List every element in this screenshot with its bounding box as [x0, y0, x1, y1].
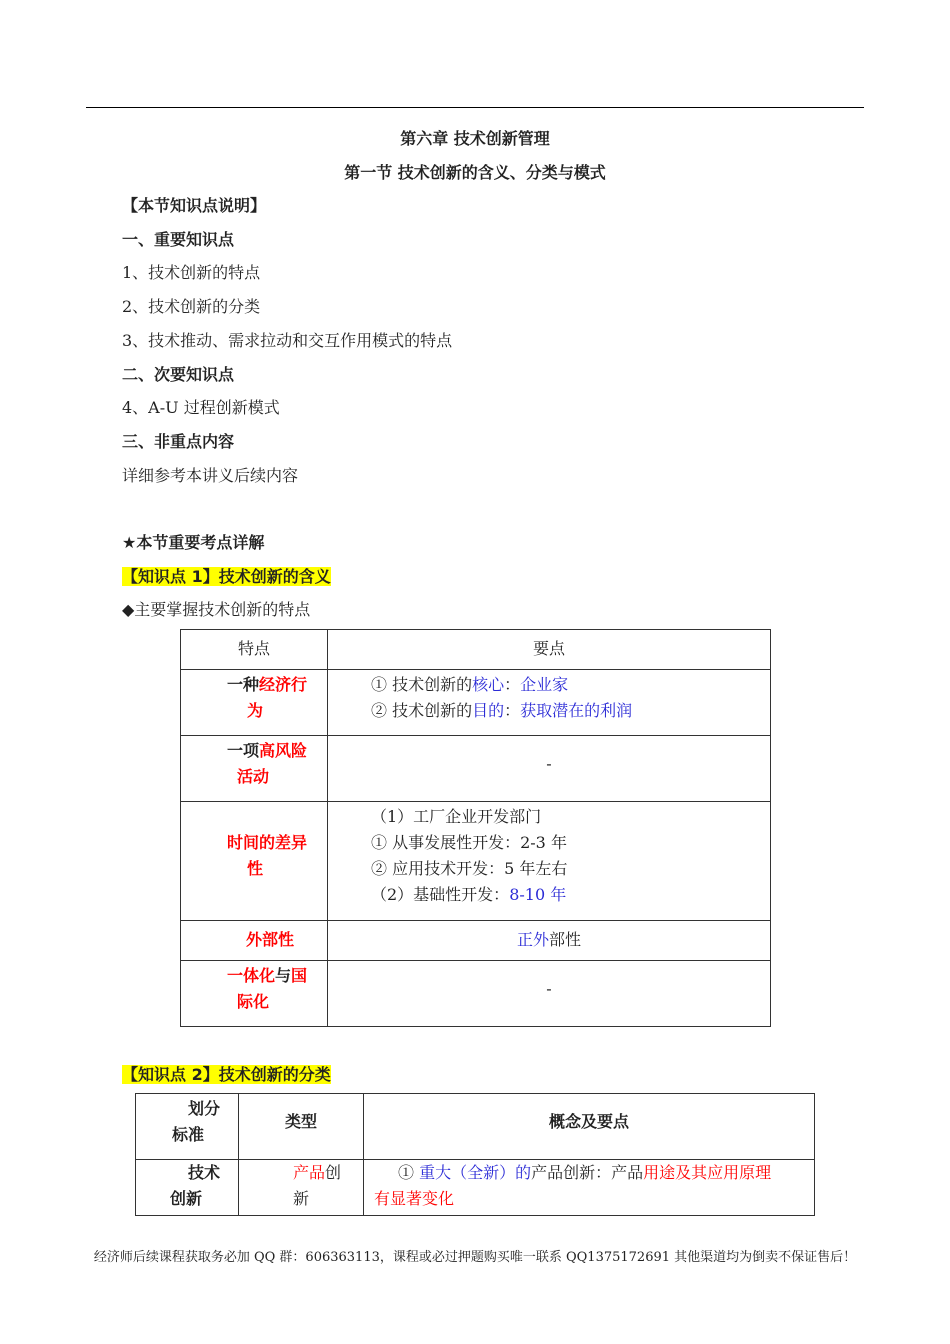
- minor-text: 详细参考本讲义后续内容: [122, 466, 299, 485]
- important-heading: 一、重要知识点: [122, 230, 235, 249]
- table-row: [136, 1160, 815, 1216]
- classification-table: [135, 1093, 815, 1216]
- table-row: [181, 961, 771, 1027]
- chapter-title: 第六章 技术创新管理: [400, 129, 550, 148]
- kp2-title: [122, 1062, 331, 1085]
- kp1-title: [122, 564, 331, 587]
- important-item-2: 2、技术创新的分类: [122, 297, 261, 316]
- feature-cell: 时间的差异 性: [181, 802, 328, 921]
- concept-cell: ① 重大（全新）的产品创新：产品用途及其应用原理 有显著变化: [364, 1160, 815, 1216]
- notes-heading: 【本节知识点说明】: [122, 196, 267, 215]
- kp2-title-text: 【知识点 2】技术创新的分类: [122, 1065, 331, 1084]
- top-rule: [86, 107, 864, 108]
- section-title: 第一节 技术创新的含义、分类与模式: [344, 163, 606, 182]
- table-row: [181, 802, 771, 921]
- details-heading: ★本节重要考点详解: [122, 533, 265, 552]
- secondary-heading: 二、次要知识点: [122, 365, 235, 384]
- minor-heading: 三、非重点内容: [122, 432, 235, 451]
- classification-header-criterion: 划分 标准: [136, 1094, 239, 1160]
- secondary-item-1: 4、A-U 过程创新模式: [122, 398, 280, 417]
- point-cell: ① 技术创新的核心：企业家 ② 技术创新的目的：获取潜在的利润: [328, 670, 771, 736]
- feature-cell: 一项高风险 活动: [181, 736, 328, 802]
- point-cell: -: [328, 736, 771, 802]
- kp1-intro: ◆主要掌握技术创新的特点: [122, 600, 311, 619]
- classification-header-type: 类型: [239, 1094, 364, 1160]
- type-cell: 产品创 新: [239, 1160, 364, 1216]
- features-table: [180, 629, 771, 1027]
- features-header-point: 要点: [328, 630, 771, 670]
- important-item-3: 3、技术推动、需求拉动和交互作用模式的特点: [122, 331, 453, 350]
- feature-cell: 外部性: [181, 921, 328, 961]
- kp1-title-text: 【知识点 1】技术创新的含义: [122, 567, 331, 586]
- feature-cell: 一体化与国 际化: [181, 961, 328, 1027]
- classification-header-concept: 概念及要点: [364, 1094, 815, 1160]
- feature-cell: 一种经济行 为: [181, 670, 328, 736]
- point-cell: （1）工厂企业开发部门 ① 从事发展性开发：2-3 年 ② 应用技术开发：5 年左右 （2）基础性开发：8-10 年: [328, 802, 771, 921]
- table-row: [181, 670, 771, 736]
- point-cell: 正外部性: [328, 921, 771, 961]
- table-row: [181, 736, 771, 802]
- footer-notice: 经济师后续课程获取务必加 QQ 群：606363113，课程或必过押题购买唯一联系 QQ1375172691 其他渠道均为倒卖不保证售后！: [93, 1250, 857, 1265]
- features-header-feature: 特点: [181, 630, 328, 670]
- point-cell: -: [328, 961, 771, 1027]
- important-item-1: 1、技术创新的特点: [122, 263, 261, 282]
- table-row: [181, 921, 771, 961]
- criterion-cell: 技术 创新: [136, 1160, 239, 1216]
